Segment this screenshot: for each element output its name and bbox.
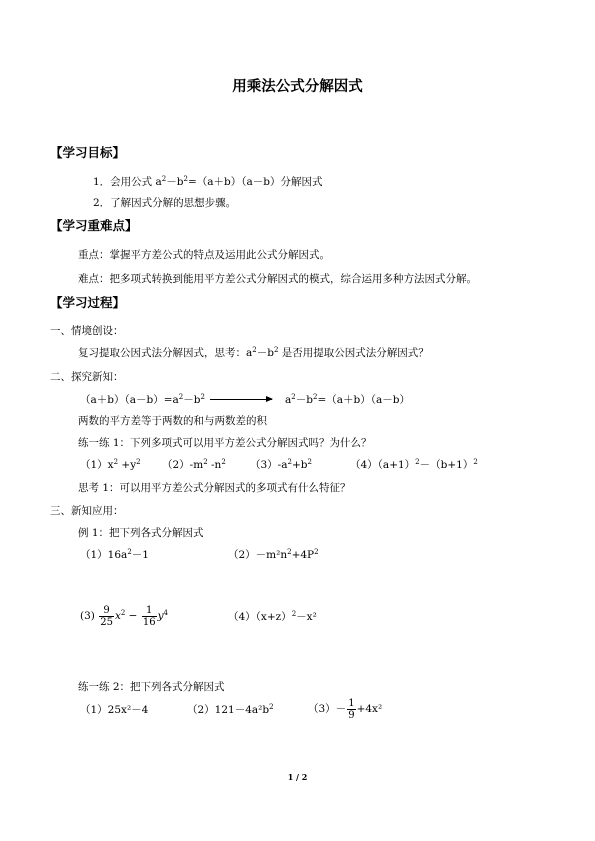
practice-1-prompt: 练一练 1：下列多项式可以用平方差公式分解因式吗？为什么？ [78, 437, 372, 449]
key-point-difficulty: 难点：把多项式转换到能用平方差公式分解因式的模式，综合运用多种方法因式分解。 [78, 273, 477, 285]
part-1-heading: 一、情境创设： [50, 325, 124, 337]
part-2-heading: 二、探究新知： [50, 371, 124, 383]
practice-1-item-3: $(3)-a^2+b^2$ [250, 458, 312, 471]
practice-2-item-3: （3）－ $\frac{1}{9}$ +4x² [308, 697, 383, 721]
practice-1-item-1: $(1)x^2 +y^2$ [80, 458, 141, 471]
objective-item-2: 2．了解因式分解的思想步骤。 [93, 197, 237, 209]
part-3-heading: 三、新知应用： [50, 505, 124, 517]
section-heading-objectives: 【学习目标】 [50, 145, 126, 160]
think-1-prompt: 思考 1：可以用平方差公式分解因式的多项式有什么特征？ [78, 482, 351, 494]
practice-2-item-1: （1）25x²－4 [80, 704, 149, 716]
section-heading-process: 【学习过程】 [50, 295, 126, 310]
page-number: 1 / 2 [287, 772, 308, 782]
objective-item-1: 1．会用公式 $a^2-b^2=(a+b)(a-b)$分解因式 [93, 175, 323, 188]
page-title: 用乘法公式分解因式 [232, 79, 363, 95]
right-arrow-icon [210, 399, 272, 400]
fraction-1-9: $\frac{1}{9}$ [348, 697, 355, 721]
formula-left: $(a+b)(a-b)=a^2-b^2$ [80, 393, 205, 406]
example-1-item-1: $(1)16a^2-1$ [80, 548, 149, 561]
key-point-focus: 重点：掌握平方差公式的特点及运用此公式分解因式。 [78, 249, 330, 261]
practice-2-prompt: 练一练 2：把下列各式分解因式 [78, 681, 225, 693]
review-question: 复习提取公因式法分解因式，思考：$a^2-b^2$ 是否用提取公因式法分解因式？ [78, 346, 429, 359]
example-1-item-4: $(4)(x+z)^2-x^2$ [228, 610, 317, 623]
formula-right: $a^2-b^2=(a+b)(a-b)$ [285, 393, 410, 406]
example-1-item-3: (3) $\frac{9}{25}$ $x^2$ − $\frac{1}{16}$ $y^4$ [80, 604, 168, 628]
practice-1-item-4: $(4)(a+1)^2-(b+1)^2$ [350, 458, 478, 471]
fraction-1-16: $\frac{1}{16}$ [142, 604, 156, 628]
example-1-prompt: 例 1：把下列各式分解因式 [78, 527, 204, 539]
difference-of-squares-statement: 两数的平方差等于两数的和与两数差的积 [78, 415, 267, 427]
section-heading-key-points: 【学习重难点】 [50, 218, 138, 233]
practice-2-item-2: $(2)121-4a^2b^2$ [187, 703, 274, 716]
practice-1-item-2: $(2)-m^2$ $-n^2$ [162, 458, 226, 471]
example-1-item-2: $(2)-m^2n^2+4P^2$ [228, 548, 319, 561]
fraction-9-25: $\frac{9}{25}$ [100, 604, 113, 628]
